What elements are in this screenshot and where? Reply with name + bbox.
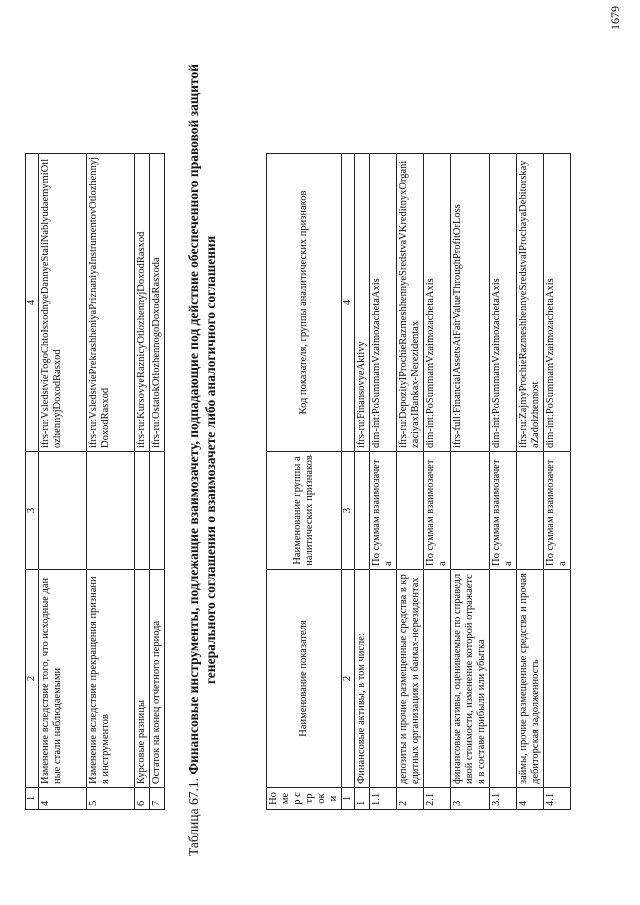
- table-row: [355, 154, 370, 810]
- table-caption: [185, 50, 219, 870]
- row-name: Остаток на конец отчетного периода: [150, 570, 165, 788]
- row-number: 6: [135, 788, 150, 810]
- row-number: 3.1: [490, 788, 517, 810]
- row-number: 4: [517, 788, 544, 810]
- header-group: Наименование группы аналитических признаков: [267, 452, 342, 570]
- row-code: ifrs-ru:VsledstvieTogoChtoIsxodnyeDannyeStaliNablyudaemymiOtlozhennyjDoxodRasxod: [39, 154, 87, 452]
- row-group: По суммам взаимозачета: [490, 452, 517, 570]
- row-code: ifrs-ru:OstatokOtlozhennogoDoxodaRasxoda: [150, 154, 165, 452]
- row-name: [490, 570, 517, 788]
- col-num-1: 1: [26, 788, 39, 810]
- row-name: [370, 570, 397, 788]
- row-code: ifrs-ru:ZajmyProchieRazmeshhennyeSredstvaIProchayaDebitorskayaZadolzhennost: [517, 154, 544, 452]
- row-group: По суммам взаимозачета: [370, 452, 397, 570]
- row-name: [424, 570, 451, 788]
- row-number: 7: [150, 788, 165, 810]
- header-name: Наименование показателя: [267, 570, 342, 788]
- row-code: dim-int:PoSummamVzaimozachetaAxis: [424, 154, 451, 452]
- row-code: ifrs-ru:DepozityIProchieRazmeshhennyeSredstvaVKreditnyxOrganizaciyaxIBankax-Nerezidentax: [397, 154, 424, 452]
- row-name: Изменение вследствие прекращения признания инструментов: [87, 570, 135, 788]
- caption-lead: Таблица 67.1.: [186, 778, 201, 857]
- table-row: [135, 154, 150, 810]
- main-table: [266, 153, 571, 810]
- col-num-4: 4: [342, 154, 355, 452]
- row-code: ifrs-ru:FinansovyeAktivy: [355, 154, 370, 452]
- row-name: Финансовые активы, в том числе:: [355, 570, 370, 788]
- row-code: dim-int:PoSummamVzaimozachetaAxis: [544, 154, 571, 452]
- row-number: 2.1: [424, 788, 451, 810]
- table-row: [39, 154, 87, 810]
- row-name: Курсовые разницы: [135, 570, 150, 788]
- row-code: ifrs-ru:VsledstviePrekrashheniyaPriznaniyaInstrumentovOtlozhennyjDoxodRasxod: [87, 154, 135, 452]
- row-code: ifrs-full:FinancialAssetsAtFairValueThroughProfitOrLoss: [451, 154, 490, 452]
- row-number: 4: [39, 788, 87, 810]
- col-num-4: 4: [26, 154, 39, 452]
- table-row: [424, 154, 451, 810]
- col-num-2: 2: [26, 570, 39, 788]
- header-code: Код показателя, группы аналитических признаков: [267, 154, 342, 452]
- header-row-number: Номер строки: [267, 788, 342, 810]
- col-num-1: 1: [342, 788, 355, 810]
- table-row: [517, 154, 544, 810]
- row-name: займы, прочие размещенные средства и прочая дебиторская задолженность: [517, 570, 544, 788]
- top-table-header-nums: [26, 154, 39, 810]
- page-number: 1679: [608, 6, 622, 30]
- row-code: ifrs-ru:KursovyeRaznicyOtlozhennyjDoxodRasxod: [135, 154, 150, 452]
- row-number: 1.1: [370, 788, 397, 810]
- row-group: По суммам взаимозачета: [424, 452, 451, 570]
- row-name: финансовые активы, оцениваемые по справедливой стоимости, изменение которой отражается в составе прибыли или убытка: [451, 570, 490, 788]
- row-group: По суммам взаимозачета: [544, 452, 571, 570]
- caption-text: Финансовые инструменты, подлежащие взаимозачету, подпадающие под действие обеспеченного правовой защитой генерального соглашения о взаимозачете либо аналогичного соглашения: [186, 63, 218, 775]
- row-group: [87, 452, 135, 570]
- row-group: [397, 452, 424, 570]
- row-group: [355, 452, 370, 570]
- table-row: [150, 154, 165, 810]
- row-number: 2: [397, 788, 424, 810]
- row-number: 4.1: [544, 788, 571, 810]
- table-row: [87, 154, 135, 810]
- row-code: dim-int:PoSummamVzaimozachetaAxis: [490, 154, 517, 452]
- col-num-3: 3: [26, 452, 39, 570]
- row-group: [135, 452, 150, 570]
- table-row: [370, 154, 397, 810]
- table-row: [544, 154, 571, 810]
- row-code: dim-int:PoSummamVzaimozachetaAxis: [370, 154, 397, 452]
- row-group: [150, 452, 165, 570]
- row-name: Изменение вследствие того, что исходные данные стали наблюдаемыми: [39, 570, 87, 788]
- row-number: 1: [355, 788, 370, 810]
- row-name: [544, 570, 571, 788]
- row-name: депозиты и прочие размещенные средства в кредитных организациях и банках-нерезидентах: [397, 570, 424, 788]
- top-table: [25, 153, 165, 810]
- row-group: [39, 452, 87, 570]
- main-table-header: [267, 154, 342, 810]
- main-table-header-nums: [342, 154, 355, 810]
- row-group: [517, 452, 544, 570]
- row-number: 5: [87, 788, 135, 810]
- table-row: [397, 154, 424, 810]
- row-number: 3: [451, 788, 490, 810]
- table-row: [490, 154, 517, 810]
- col-num-2: 2: [342, 570, 355, 788]
- table-row: [451, 154, 490, 810]
- row-group: [451, 452, 490, 570]
- col-num-3: 3: [342, 452, 355, 570]
